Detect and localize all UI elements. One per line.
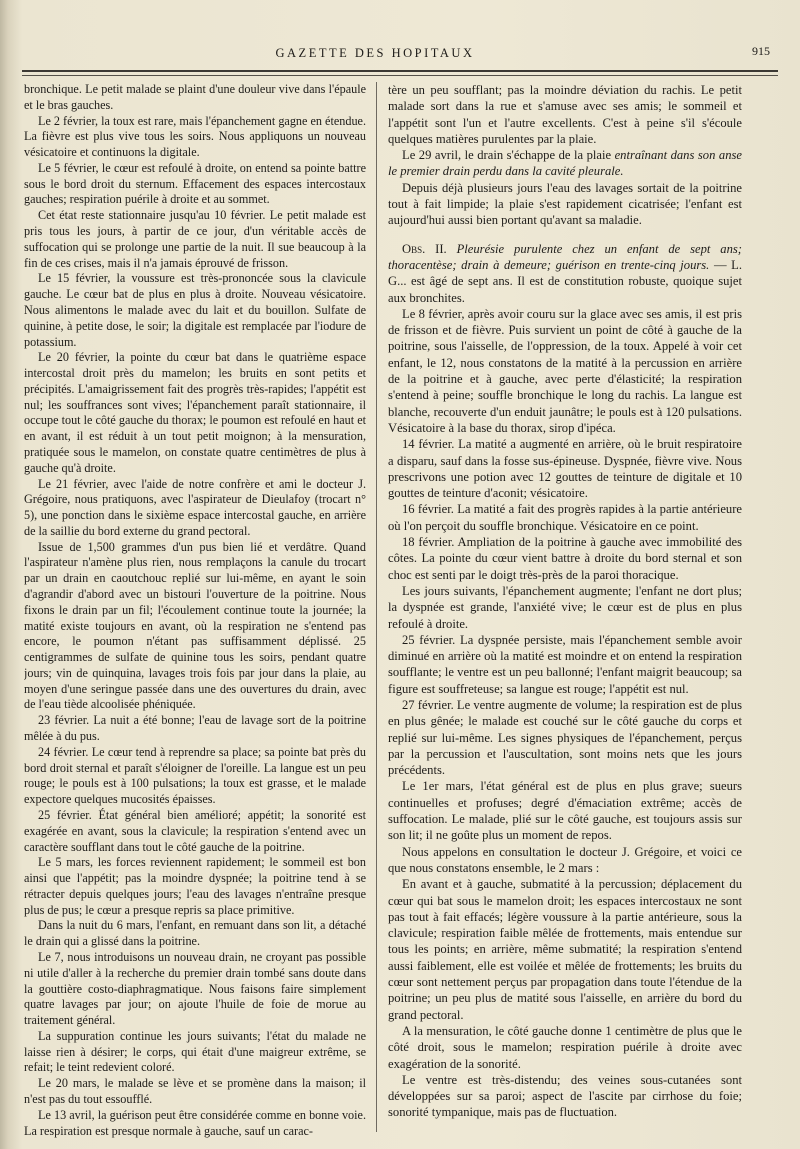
paragraph: Cet état reste stationnaire jusqu'au 10 février. Le petit malade est pris tous les jours, à partir de ce jour, d'un véritable accès de suffocation qui se prolonge une partie de la nuit. Il sue beaucoup à la fin de ces crises, mais il n'a jamais éprouvé de frisson. [24, 208, 366, 270]
paragraph: 24 février. Le cœur tend à reprendre sa place; sa pointe bat près du bord droit sternal et paraît s'éloigner de l'oreille. La langue est un peu rouge; le pouls est à 100 pulsations; la toux est grasse, et le malade expectore quelques mucosités épaisses. [24, 744, 366, 807]
paragraph: Le 2 février, la toux est rare, mais l'épanchement gagne en étendue. La fièvre est plus vive tous les soirs. Nous appliquons un nouveau vésicatoire et continuons la digitale. [24, 113, 366, 160]
paragraph: bronchique. Le petit malade se plaint d'une douleur vive dans l'épaule et le bras gauches. [24, 82, 366, 112]
paragraph: Le 7, nous introduisons un nouveau drain, ne croyant pas possible ni utile d'aller à la recherche du premier drain tombé sans doute dans la gouttière costo-diaphragmatique. Nous faisons faire simplement quatre lavages par jour; on ajoute l'huile de foie de morue au traitement général. [24, 949, 366, 1028]
paragraph: Le 5 février, le cœur est refoulé à droite, on entend sa pointe battre sous le bord droit du sternum. Effacement des espaces intercostaux gauches; respiration puérile à droite et au sommet. [24, 160, 366, 207]
paragraph: Le 8 février, après avoir couru sur la glace avec ses amis, il est pris de frisson et de fièvre. Puis survient un point de côté à gauche de la poitrine, sous l'aisselle, de l'oppression, de la toux. Appelé à voir cet enfant, le 12, nous constatons de la matité à la percussion en arrière de la poitrine et à gauche, avec perte d'élasticité; la respiration s'entend à peine; souffle bronchique le long du rachis. La langue est blanche, recouverte d'un enduit jaunâtre; le pouls est à 120 pulsations. Vésicatoire à la base du thorax, sirop d'ipéca. [388, 306, 742, 435]
italic-text: entraînant dans son anse le premier drain perdu dans la cavité pleurale. [388, 148, 742, 179]
page-number: 915 [752, 44, 770, 58]
paragraph: Issue de 1,500 grammes d'un pus bien lié et verdâtre. Quand l'aspirateur n'amène plus rien, nous remplaçons la canule du trocart par un drain en caoutchouc replié sur lui-même, en ayant le soin d'agrandir d'abord avec un bistouri l'ouverture de la poitrine. Nous fixons le drain par un fil; l'écoulement continue toute la journée; la matité existe toujours en avant, où la respiration ne s'entend pas encore, le poumon n'étant pas suffisamment déplissé. 25 centigrammes de sulfate de quinine tous les soirs, pendant quatre jours; vin de quinquina, lavages trois fois par jour dans la plaie, au moyen d'une seringue passée dans une des ouvertures du drain, avec de l'eau tiède alcoolisée phéniquée. [24, 539, 366, 712]
paragraph: 25 février. La dyspnée persiste, mais l'épanchement semble avoir diminué en arrière où la matité est moindre et on entend la respiration soufflante; le ventre est un peu ballonné; l'enfant maigrit beaucoup; sa figure est souffreteuse; sa langue est rouge; l'appétit est nul. [388, 632, 742, 696]
paragraph: Le 21 février, avec l'aide de notre confrère et ami le docteur J. Grégoire, nous pratiquons, avec l'aspirateur de Dieulafoy (trocart n° 5), une ponction dans le sixième espace intercostal gauche, en arrière de la saillie du bord externe du grand pectoral. [24, 476, 366, 538]
paragraph: Le 20 mars, le malade se lève et se promène dans la maison; il n'est pas du tout essoufflé. [24, 1076, 366, 1106]
right-column [388, 82, 742, 1142]
paragraph: 16 février. La matité a fait des progrès rapides à la partie antérieure où l'on perçoit du souffle bronchique. Vésicatoire en ce point. [388, 502, 742, 533]
paragraph: Le 1er mars, l'état général est de plus en plus grave; sueurs continuelles et profuses; degré d'émaciation extrême; accès de suffocation. Le malade, plié sur le côté gauche, est toujours assis sur son lit; il ne goûte plus un moment de repos. [388, 779, 742, 843]
paragraph: Nous appelons en consultation le docteur J. Grégoire, et voici ce que nous constatons ensemble, le 2 mars : [388, 844, 742, 875]
paragraph: 14 février. La matité a augmenté en arrière, où le bruit respiratoire a disparu, sauf dans la fosse sus-épineuse. Dyspnée, fièvre vive. Nous prescrivons une potion avec 12 gouttes de teinture de digitale et 10 gouttes de teinture d'aconit; vésicatoire. [388, 437, 742, 501]
observation-label: Obs. II. [402, 241, 447, 256]
paragraph: 23 février. La nuit a été bonne; l'eau de lavage sort de la poitrine mêlée à du pus. [24, 713, 366, 744]
paragraph: Le ventre est très-distendu; des veines sous-cutanées sont développées sur sa paroi; aspect de l'ascite par cirrhose du foie; sonorité tympanique, mais pas de fluctuation. [388, 1072, 742, 1120]
paragraph: 25 février. État général bien amélioré; appétit; la sonorité est exagérée en avant, sous la clavicule; la respiration s'entend avec un caractère soufflant dans tout le côté gauche de la poitrine. [24, 807, 366, 854]
paragraph: Le 13 avril, la guérison peut être considérée comme en bonne voie. La respiration est presque normale à gauche, sauf un carac- [24, 1107, 366, 1138]
column-divider [376, 82, 377, 1132]
left-column [24, 82, 366, 1142]
observation-intro: — L. G... est âgé de sept ans. Il est de constitution robuste, quoique sujet aux bronchites. [388, 257, 742, 305]
observation-title: Pleurésie purulente chez un enfant de sept ans; thoracentèse; drain à demeure; guérison en trente-cinq jours. [388, 241, 742, 272]
paragraph: A la mensuration, le côté gauche donne 1 centimètre de plus que le côté droit, sous le mamelon; respiration puérile à droite avec exagération de la sonorité. [388, 1023, 742, 1071]
paragraph: Le 5 mars, les forces reviennent rapidement; le sommeil est bon ainsi que l'appétit; pas la moindre dyspnée; la poitrine tend à se rétracter depuis quelques jours; l'eau des lavages n'entraîne presque plus de pus; le cœur a presque repris sa place primitive. [24, 855, 366, 917]
running-title: GAZETTE DES HOPITAUX [275, 46, 475, 60]
paragraph: Le 20 février, la pointe du cœur bat dans le quatrième espace intercostal droit près du mamelon; les bruits en sont petits et précipités. L'amaigrissement fait des progrès très-rapides; l'appétit est nul; les souffrances sont vives; l'épanchement paraît stationnaire, il occupe tout le côté gauche du thorax; le poumon est refoulé en haut et en avant, il est réduit à un tout petit moignon; à la mensuration, pratiquée sous le mamelon, on constate quatre centimètres de plus à gauche qu'à droite. [24, 350, 366, 475]
paragraph-april-29 [388, 147, 742, 180]
paragraph: Le 15 février, la voussure est très-prononcée sous la clavicule gauche. Le cœur bat de plus en plus à droite. Nouveau vésicatoire. Nous alimentons le malade avec du lait et du bouillon. Sulfate de quinine, à petite dose, le soir; la digitale est remplacée par l'iodure de potassium. [24, 271, 366, 349]
paragraph: Dans la nuit du 6 mars, l'enfant, en remuant dans son lit, a détaché le drain qui a glissé dans la poitrine. [24, 918, 366, 949]
paragraph: En avant et à gauche, submatité à la percussion; déplacement du cœur qui bat sous le mamelon droit; les espaces intercostaux ne sont pas tout à fait effacés; légère voussure à la partie antérieure, sous la clavicule; respiration faible mêlée de frottements, mais entendue sur tous les points; en arrière, même submatité; la respiration s'entend aussi faiblement, elle est voilée et mêlée de frottements; les bruits du cœur sont nettement perçus par propagation dans toute l'étendue de la poitrine; un peu plus de matité sous l'aisselle, en arrière du bord du grand pectoral. [388, 877, 742, 1022]
paragraph-text: Le 29 avril, le drain s'échappe de la plaie [402, 148, 615, 163]
paragraph: La suppuration continue les jours suivants; l'état du malade ne laisse rien à désirer; le corps, qui était d'une maigreur extrême, se refait; le teint redevient coloré. [24, 1028, 366, 1075]
header-rule-thin [22, 75, 778, 76]
observation-heading [388, 241, 742, 306]
header-rule [22, 70, 778, 72]
paragraph: 27 février. Le ventre augmente de volume; la respiration est de plus en plus gênée; le malade est couché sur le côté gauche du corps et replié sur lui-même. Les signes physiques de l'épanchement, perçus par la percussion et l'auscultation, sont moins nets que les jours précédents. [388, 697, 742, 778]
paragraph: Les jours suivants, l'épanchement augmente; l'enfant ne dort plus; la dyspnée est grande, l'anxiété vive; le cœur est de plus en plus refoulé à droite. [388, 583, 742, 631]
paragraph: Depuis déjà plusieurs jours l'eau des lavages sortait de la poitrine tout à fait limpide; la plaie s'est rapidement cicatrisée; l'enfant est aujourd'hui aussi bien portant qu'avant sa maladie. [388, 180, 742, 228]
paragraph: 18 février. Ampliation de la poitrine à gauche avec immobilité des côtes. La pointe du cœur vient battre à droite du bord sternal et son choc est senti par le doigt très-près de la paroi thoracique. [388, 535, 742, 582]
paragraph: tère un peu soufflant; pas la moindre déviation du rachis. Le petit malade sort dans la rue et s'amuse avec ses amis; le sommeil et l'appétit sont l'un et l'autre excellents. C'est à peine s'il s'écoule quelques matières purulentes par la plaie. [388, 83, 742, 146]
